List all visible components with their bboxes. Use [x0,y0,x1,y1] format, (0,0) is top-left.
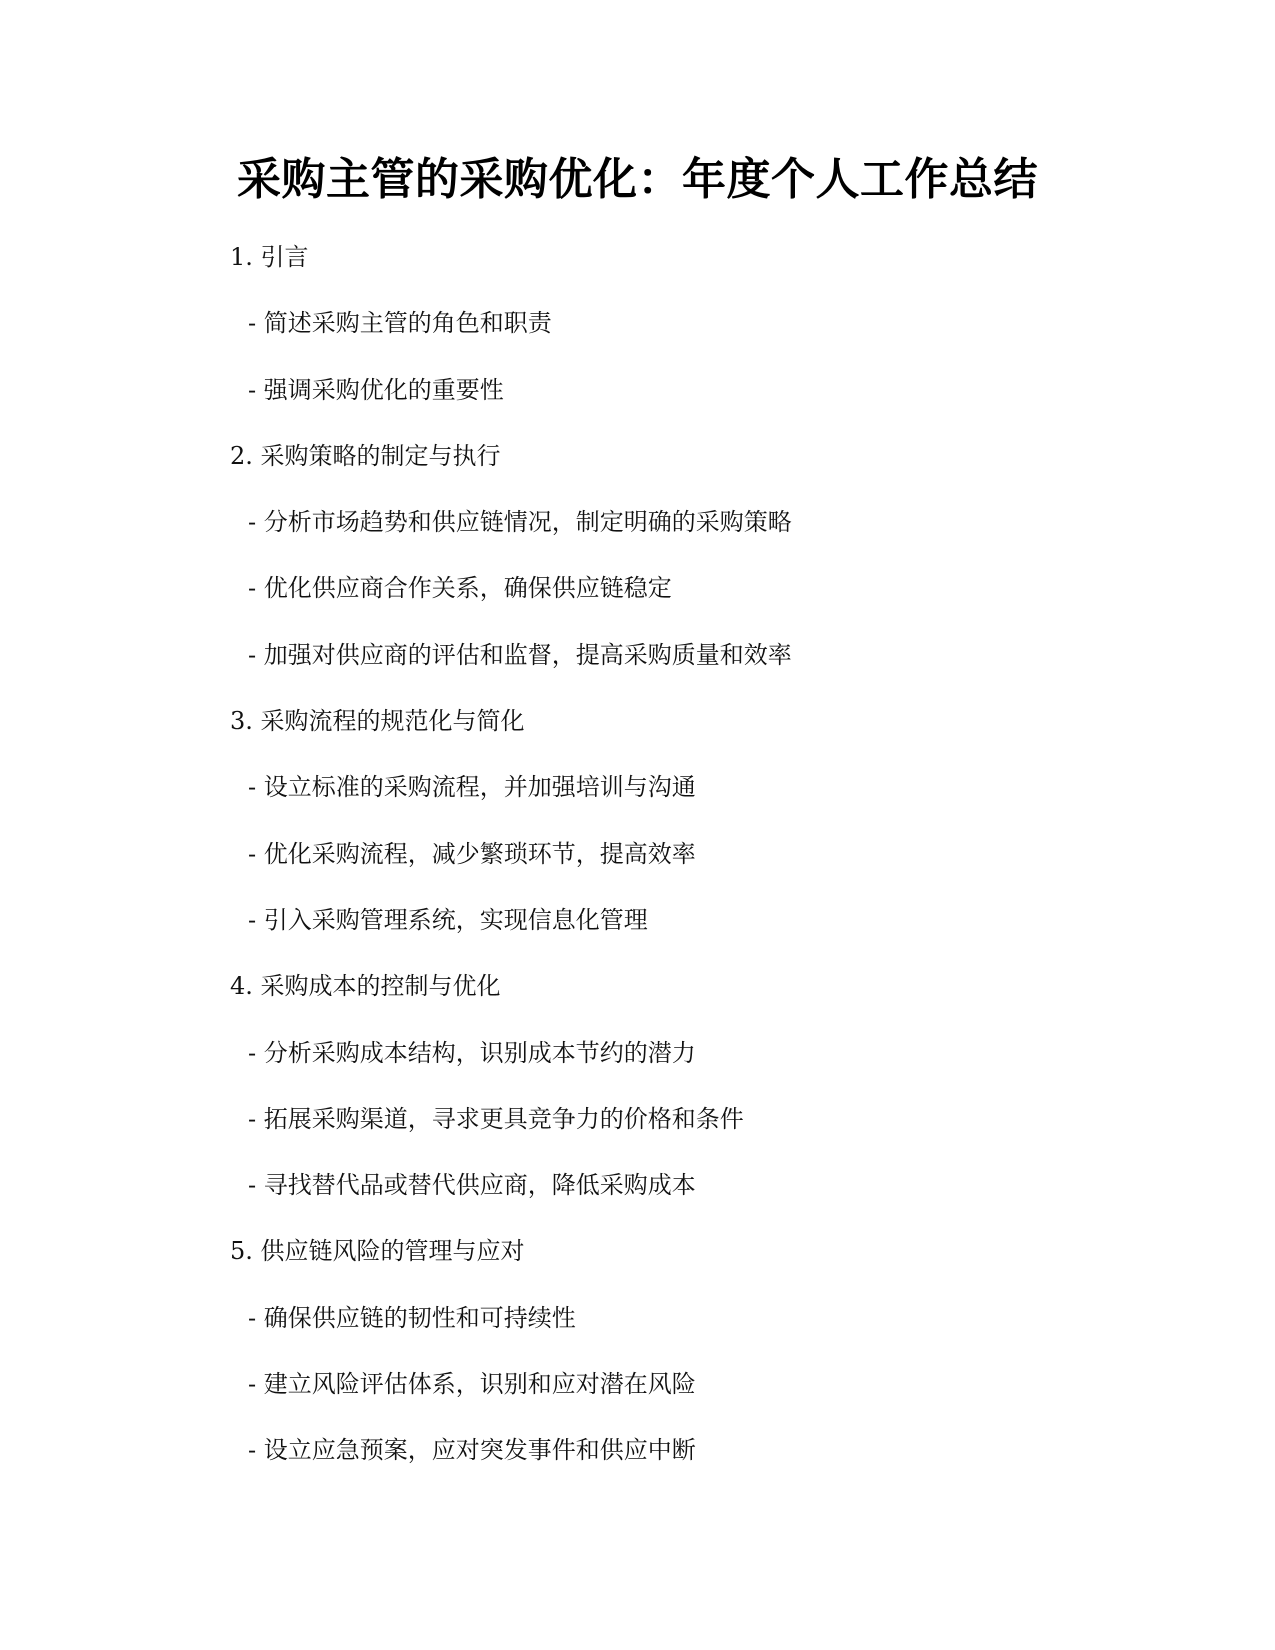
bullet-item: - 寻找替代品或替代供应商，降低采购成本 [248,1171,696,1200]
bullet-item: - 优化供应商合作关系，确保供应链稳定 [248,574,672,603]
bullet-item: - 分析采购成本结构，识别成本节约的潜力 [248,1038,696,1067]
bullet-item: - 引入采购管理系统，实现信息化管理 [248,905,648,934]
outline-list [230,242,1130,1502]
section-heading: 2. 采购策略的制定与执行 [230,441,501,470]
section-heading: 3. 采购流程的规范化与简化 [230,707,525,736]
bullet-item: - 设立应急预案，应对突发事件和供应中断 [248,1436,696,1465]
section-heading: 4. 采购成本的控制与优化 [230,972,501,1001]
section-heading: 5. 供应链风险的管理与应对 [230,1237,525,1266]
document-title: 采购主管的采购优化：年度个人工作总结 [237,154,1038,205]
bullet-item: - 分析市场趋势和供应链情况，制定明确的采购策略 [248,508,792,537]
bullet-item: - 简述采购主管的角色和职责 [248,309,552,338]
bullet-item: - 设立标准的采购流程，并加强培训与沟通 [248,773,696,802]
bullet-item: - 建立风险评估体系，识别和应对潜在风险 [248,1370,696,1399]
bullet-item: - 确保供应链的韧性和可持续性 [248,1303,576,1332]
section-heading: 1. 引言 [230,243,309,271]
bullet-item: - 强调采购优化的重要性 [248,375,504,404]
bullet-item: - 优化采购流程，减少繁琐环节，提高效率 [248,839,696,868]
bullet-item: - 拓展采购渠道，寻求更具竞争力的价格和条件 [248,1104,744,1133]
bullet-item: - 加强对供应商的评估和监督，提高采购质量和效率 [248,640,792,669]
